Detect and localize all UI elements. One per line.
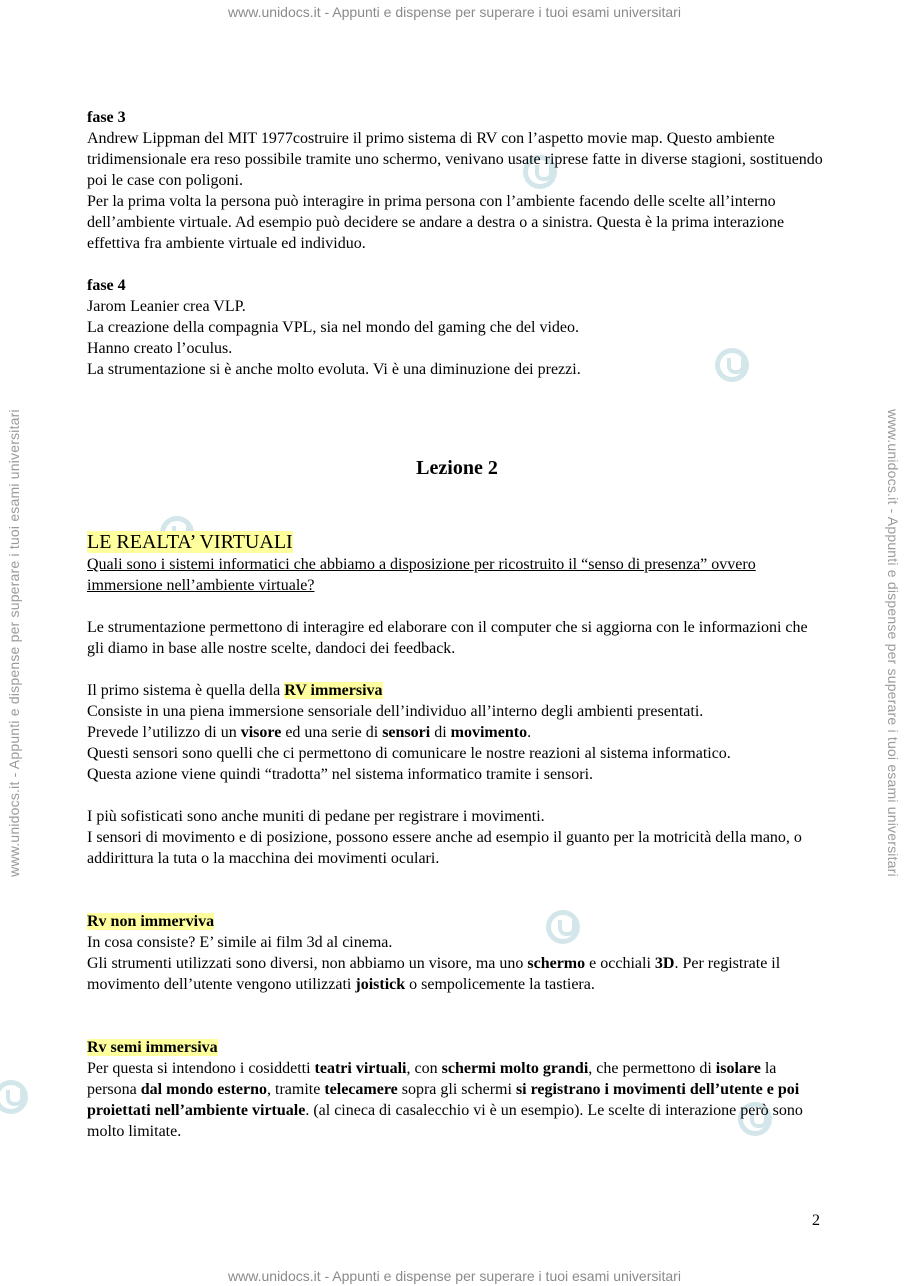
fase4-line-3: Hanno creato l’oculus. xyxy=(87,340,233,357)
immersiva-line-4: Questa azione viene quindi “tradotta” nel sistema informatico tramite i sensori. xyxy=(87,766,594,783)
non-immersiva-line-2: Gli strumenti utilizzati sono diversi, non abbiamo un visore, ma uno schermo e occhiali 3D. Per registrate il movimento dell’utente vengono utilizzati joistick o sempolicemente la tastiera. xyxy=(87,955,781,993)
watermark-top: www.unidocs.it - Appunti e dispense per superare i tuoi esami universitari xyxy=(228,4,681,20)
section-title: LE REALTA’ VIRTUALI xyxy=(87,531,293,553)
intro-paragraph: Le strumentazione permettono di interagire ed elaborare con il computer che si aggiorna con le informazioni che gli diamo in base alle nostre scelte, dandoci dei feedback. xyxy=(87,619,808,657)
document-body-2 xyxy=(87,530,827,1142)
fase3-paragraph-2: Per la prima volta la persona può interagire in prima persona con l’ambiente facendo delle scelte all’interno dell’ambiente virtuale. Ad esempio può decidere se andare a destra o a sinistra. Questa è la prima interazione effettiva fra ambiente virtuale ed individuo. xyxy=(87,193,785,252)
non-immersiva-line-1: In cosa consiste? E’ simile ai film 3d al cinema. xyxy=(87,934,393,951)
immersiva-line-5: I più sofisticati sono anche muniti di pedane per registrare i movimenti. xyxy=(87,808,545,825)
rv-semi-immersiva-label: Rv semi immersiva xyxy=(87,1039,218,1056)
fase4-heading: fase 4 xyxy=(87,277,126,294)
page-number: 2 xyxy=(812,1212,820,1229)
immersiva-line-2: Prevede l’utilizzo di un visore ed una serie di sensori di movimento. xyxy=(87,724,532,741)
watermark-left: www.unidocs.it - Appunti e dispense per superare i tuoi esami universitari xyxy=(6,409,22,877)
fase4-line-4: La strumentazione si è anche molto evoluta. Vi è una diminuzione dei prezzi. xyxy=(87,361,581,378)
fase3-heading: fase 3 xyxy=(87,109,126,126)
watermark-bottom: www.unidocs.it - Appunti e dispense per superare i tuoi esami universitari xyxy=(228,1268,681,1284)
section-question: Quali sono i sistemi informatici che abbiamo a disposizione per ricostruito il “senso di presenza” ovvero immersione nell’ambiente virtuale? xyxy=(87,556,756,594)
document-body xyxy=(87,107,827,380)
watermark-logo-icon xyxy=(0,1080,28,1114)
immersiva-line-3: Questi sensori sono quelli che ci permettono di comunicare le nostre reazioni al sistema informatico. xyxy=(87,745,731,762)
fase3-paragraph-1: Andrew Lippman del MIT 1977costruire il primo sistema di RV con l’aspetto movie map. Questo ambiente tridimensionale era reso possibile tramite uno schermo, venivano usate riprese fatte in diverse stagioni, sostituendo poi le case con poligoni. xyxy=(87,130,823,189)
immersiva-line-1: Consiste in una piena immersione sensoriale dell’individuo all’interno degli ambienti presentati. xyxy=(87,703,704,720)
rv-non-immersiva-label: Rv non immerviva xyxy=(87,913,215,930)
watermark-right: www.unidocs.it - Appunti e dispense per superare i tuoi esami universitari xyxy=(885,409,901,877)
immersiva-lead: Il primo sistema è quella della RV immersiva xyxy=(87,682,383,699)
lesson-title: Lezione 2 xyxy=(416,457,498,479)
semi-immersiva-paragraph: Per questa si intendono i cosiddetti teatri virtuali, con schermi molto grandi, che permettono di isolare la persona dal mondo esterno, tramite telecamere sopra gli schermi si registrano i movimenti dell’utente e poi proiettati nell’ambiente virtuale. (al cineca di casalecchio vi è un esempio). Le scelte di interazione però sono molto limitate. xyxy=(87,1060,803,1140)
immersiva-line-6: I sensori di movimento e di posizione, possono essere anche ad esempio il guanto per la motricità della mano, o addirittura la tuta o la macchina dei movimenti oculari. xyxy=(87,829,802,867)
rv-immersiva-label: RV immersiva xyxy=(284,682,383,699)
fase4-line-2: La creazione della compagnia VPL, sia nel mondo del gaming che del video. xyxy=(87,319,579,336)
fase4-line-1: Jarom Leanier crea VLP. xyxy=(87,298,246,315)
